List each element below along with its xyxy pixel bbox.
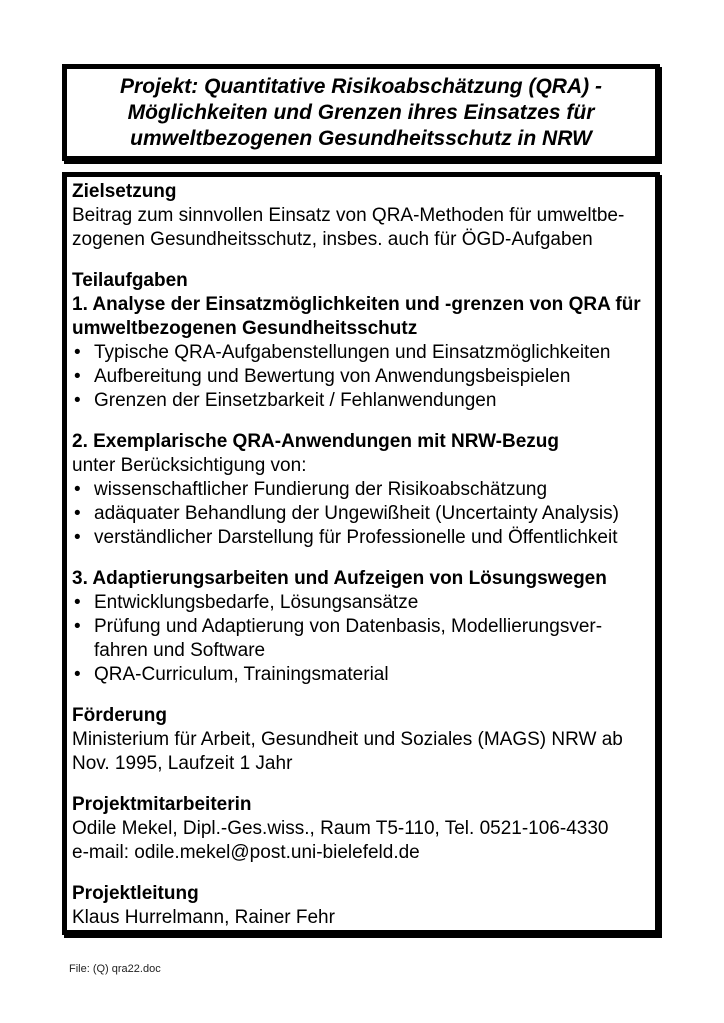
blank-line	[72, 413, 653, 430]
list-item-text: adäquater Behandlung der Ungewißheit (Uncertainty Analysis)	[94, 503, 619, 524]
project-details-box	[62, 172, 660, 935]
list-item-continuation: fahren und Software	[94, 640, 266, 661]
blank-line	[72, 865, 653, 882]
bullet-icon: •	[74, 479, 81, 500]
bullet-icon: •	[74, 527, 81, 548]
blank-line	[72, 687, 653, 704]
task2-title: 2. Exemplarische QRA-Anwendungen mit NRW-Bezug	[72, 431, 559, 452]
foerderung-text: Nov. 1995, Laufzeit 1 Jahr	[72, 753, 293, 774]
blank-line	[72, 550, 653, 567]
projektmitarbeiterin-heading: Projektmitarbeiterin	[72, 794, 252, 815]
foerderung-heading: Förderung	[72, 705, 167, 726]
list-item-text: Typische QRA-Aufgabenstellungen und Einsatzmöglichkeiten	[94, 342, 611, 363]
bullet-icon: •	[74, 390, 81, 411]
list-item	[72, 615, 653, 639]
list-item	[72, 663, 653, 687]
bullet-icon: •	[74, 592, 81, 613]
list-item	[72, 591, 653, 615]
zielsetzung-text: zogenen Gesundheitsschutz, insbes. auch für ÖGD-Aufgaben	[72, 229, 593, 250]
list-item	[72, 341, 653, 365]
list-item-text: Aufbereitung und Bewertung von Anwendungsbeispielen	[94, 366, 571, 387]
task3-title: 3. Adaptierungsarbeiten und Aufzeigen von Lösungswegen	[72, 568, 607, 589]
project-title-line: Projekt: Quantitative Risikoabschätzung (QRA) -	[120, 75, 602, 98]
list-item	[72, 365, 653, 389]
project-title-box	[62, 64, 660, 161]
projektmitarbeiterin-text: Odile Mekel, Dipl.-Ges.wiss., Raum T5-110, Tel. 0521-106-4330	[72, 818, 609, 839]
file-note: File: (Q) qra22.doc	[69, 963, 161, 975]
project-title-line: Möglichkeiten und Grenzen ihres Einsatzes für	[127, 101, 595, 124]
bullet-icon: •	[74, 616, 81, 637]
list-item-text: Prüfung und Adaptierung von Datenbasis, Modellierungsver-	[94, 616, 603, 637]
blank-line	[72, 776, 653, 793]
task1-title: 1. Analyse der Einsatzmöglichkeiten und -grenzen von QRA für	[72, 294, 641, 315]
list-item-text: Grenzen der Einsetzbarkeit / Fehlanwendungen	[94, 390, 497, 411]
blank-line	[72, 252, 653, 269]
projektleitung-heading: Projektleitung	[72, 883, 199, 904]
list-item	[72, 502, 653, 526]
bullet-icon: •	[74, 503, 81, 524]
foerderung-text: Ministerium für Arbeit, Gesundheit und Soziales (MAGS) NRW ab	[72, 729, 623, 750]
projektleitung-text: Klaus Hurrelmann, Rainer Fehr	[72, 907, 335, 928]
bullet-icon: •	[74, 664, 81, 685]
task2-intro: unter Berücksichtigung von:	[72, 455, 307, 476]
list-item-text: QRA-Curriculum, Trainingsmaterial	[94, 664, 389, 685]
bullet-icon: •	[74, 342, 81, 363]
list-item	[72, 478, 653, 502]
bullet-icon: •	[74, 366, 81, 387]
list-item-text: wissenschaftlicher Fundierung der Risikoabschätzung	[94, 479, 548, 500]
zielsetzung-text: Beitrag zum sinnvollen Einsatz von QRA-Methoden für umweltbe-	[72, 205, 625, 226]
list-item-text: Entwicklungsbedarfe, Lösungsansätze	[94, 592, 419, 613]
zielsetzung-heading: Zielsetzung	[72, 181, 177, 202]
teilaufgaben-heading: Teilaufgaben	[72, 270, 188, 291]
projektmitarbeiterin-email: e-mail: odile.mekel@post.uni-bielefeld.de	[72, 842, 420, 863]
list-item	[72, 526, 653, 550]
list-item	[72, 389, 653, 413]
project-title-line: umweltbezogenen Gesundheitsschutz in NRW	[130, 127, 592, 150]
task1-title: umweltbezogenen Gesundheitsschutz	[72, 318, 418, 339]
list-item-text: verständlicher Darstellung für Professionelle und Öffentlichkeit	[94, 527, 618, 548]
